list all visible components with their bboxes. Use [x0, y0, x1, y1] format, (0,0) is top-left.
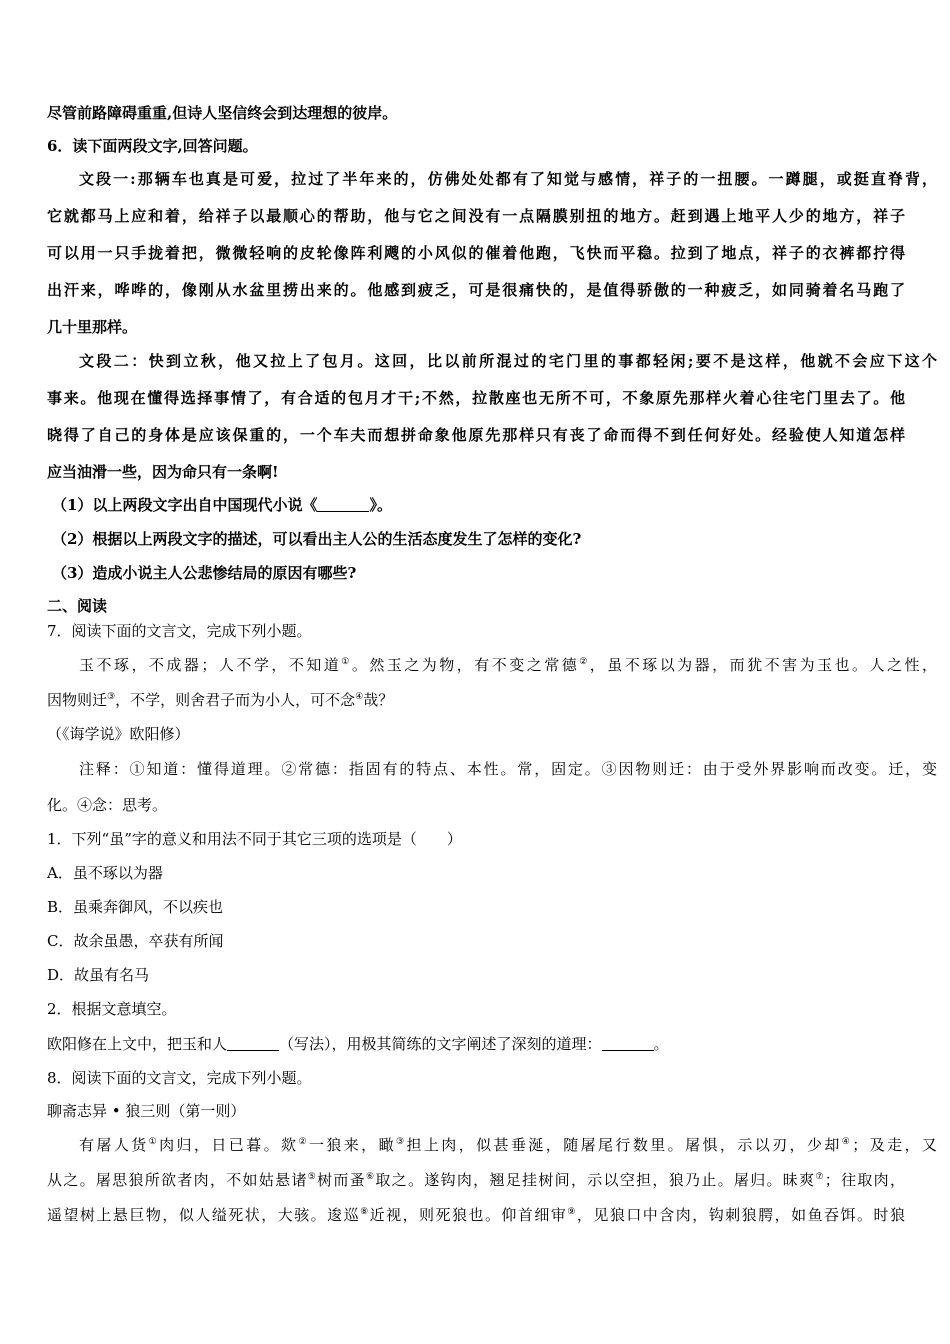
sub-question-1: 1．下列“虽”字的意义和用法不同于其它三项的选项是（ ） — [47, 830, 462, 848]
text-run: 玉不琢，不成器；人不学，不知道 — [79, 656, 342, 674]
annotation-line: 注释：①知道：懂得道理。②常德：指固有的特点、本性。常，固定。③因物则迁：由于受外界影响而改变。迁，变 — [79, 760, 937, 778]
text-run: （写法），用极其简练的文字阐述了深刻的道理： — [279, 1035, 602, 1053]
annotation-line: 化。④念：思考。 — [47, 796, 168, 814]
passage-1-line: 可以用一只手拢着把，微微轻响的皮轮像阵利飕的小风似的催着他跑，飞快而平稳。拉到了地点，祥子的衣裤都拧得 — [47, 244, 905, 262]
text-run: 肉归，日已暮。欻 — [159, 1136, 299, 1154]
option-d: D．故虽有名马 — [47, 966, 150, 984]
footnote-mark: ① — [341, 657, 352, 667]
answer-blank — [317, 497, 369, 512]
answer-blank — [602, 1036, 654, 1051]
footnote-mark: ② — [298, 1137, 309, 1147]
text-run: 欧阳修在上文中，把玉和人 — [47, 1035, 228, 1053]
question-8-title: 8．阅读下面的文言文，完成下列小题。 — [47, 1069, 312, 1087]
passage-1-line: 它就都马上应和着，给祥子以最顺心的帮助，他与它之间没有一点隔膜别扭的地方。赶到遇上地平人少的地方，祥子 — [47, 207, 905, 225]
classical-text-line — [47, 690, 907, 710]
text-line: 尽管前路障碍重重,但诗人坚信终会到达理想的彼岸。 — [47, 104, 398, 122]
classical-text-line — [47, 1170, 905, 1190]
footnote-mark: ⑦ — [815, 1172, 825, 1182]
option-c: C．故余虽愚，卒获有所闻 — [47, 932, 224, 950]
fill-blank-line — [47, 1034, 907, 1054]
text-run: 从之。屠思狼所欲者肉，不如姑悬诸 — [47, 1171, 308, 1189]
classical-text-line — [79, 1135, 937, 1155]
footnote-mark: ⑨ — [567, 1207, 577, 1217]
text-run: 树而蚤 — [317, 1171, 367, 1189]
text-run: 取之。遂钩肉，翘足挂树间，示以空担，狼乃止。屠归。昧爽 — [375, 1171, 816, 1189]
footnote-mark: ② — [579, 657, 590, 667]
passage-2-line: 文段二：快到立秋，他又拉上了包月。这回，比以前所混过的宅门里的事都轻闲;要不是这样，他就不会应下这个 — [79, 352, 937, 370]
sub-question-2: 2．根据文意填空。 — [47, 1000, 177, 1018]
text-run: 遥望树上悬巨物，似人缢死状，大骇。逡巡 — [47, 1206, 361, 1224]
footnote-mark: ④ — [355, 692, 364, 702]
source-citation: （《诲学说》欧阳修） — [47, 725, 190, 743]
sub-question-text: 》。 — [369, 496, 392, 514]
text-run: ，见狼口中含肉，钩刺狼腭，如鱼吞饵。时狼 — [576, 1206, 905, 1224]
option-b: B．虽乘奔御风，不以疾也 — [47, 898, 224, 916]
text-run: 哉？ — [363, 691, 394, 709]
answer-blank — [227, 1036, 279, 1051]
text-run: 。 — [653, 1035, 669, 1053]
text-run: 近视，则死狼也。仰首细审 — [369, 1206, 568, 1224]
footnote-mark: ③ — [396, 1137, 407, 1147]
classical-text-line — [79, 655, 937, 675]
text-run: ；往取肉， — [824, 1171, 905, 1189]
footnote-mark: ⑤ — [307, 1172, 318, 1182]
text-run: 因物则迁 — [47, 691, 108, 709]
sub-question-6-3: （3）造成小说主人公悲惨结局的原因有哪些? — [52, 564, 357, 582]
text-run: ，不学，则舍君子而为小人，可不念 — [115, 691, 356, 709]
passage-2-line: 晓得了自己的身体是应该保重的，一个车夫而想拼命象他原先那样只有丧了命而得不到任何好处。经验使人知道怎样 — [47, 426, 905, 444]
passage-1-line: 出汗来，哗哗的，像刚从水盆里捞出来的。他感到疲乏，可是很痛快的，是值得骄傲的一种疲乏，如同骑着名马跑了 — [47, 281, 905, 299]
footnote-mark: ⑥ — [366, 1172, 376, 1182]
question-7-title: 7．阅读下面的文言文，完成下列小题。 — [47, 622, 312, 640]
passage-1-line: 几十里那样。 — [47, 318, 138, 336]
footnote-mark: ③ — [107, 692, 116, 702]
classical-text-line — [47, 1205, 905, 1225]
text-run: 担上肉，似甚垂涎，随屠尾行数里。屠惧，示以刃，少却 — [406, 1136, 842, 1154]
text-run: 。然玉之为物，有不变之常德 — [351, 656, 580, 674]
passage-title: 聊斋志异 • 狼三则（第一则） — [47, 1102, 246, 1120]
question-6-title: 6．读下面两段文字,回答问题。 — [47, 137, 258, 155]
section-heading: 二、阅读 — [47, 597, 108, 615]
footnote-mark: ① — [148, 1137, 160, 1147]
footnote-mark: ⑧ — [360, 1207, 370, 1217]
footnote-mark: ④ — [841, 1137, 853, 1147]
text-run: 一狼来，瞰 — [308, 1136, 396, 1154]
sub-question-6-1 — [52, 495, 912, 515]
option-a: A．虽不琢以为器 — [47, 864, 163, 882]
sub-question-text: （1）以上两段文字出自中国现代小说《 — [52, 496, 318, 514]
text-run: 有屠人货 — [79, 1136, 149, 1154]
passage-2-line: 应当油滑一些，因为命只有一条啊! — [47, 463, 279, 481]
passage-2-line: 事来。他现在懂得选择事情了，有合适的包月才干;不然，拉散座也无所不可，不象原先那样火着心往宅门里去了。他 — [47, 389, 905, 407]
passage-1-line: 文段一:那辆车也真是可爱，拉过了半年来的，仿佛处处都有了知觉与感情，祥子的一扭腰。一蹲腿，或挺直脊背， — [79, 170, 937, 188]
sub-question-6-2: （2）根据以上两段文字的描述，可以看出主人公的生活态度发生了怎样的变化? — [52, 530, 582, 548]
text-run: ，虽不琢以为器，而犹不害为玉也。人之性， — [589, 656, 937, 674]
text-run: ；及走，又 — [852, 1136, 937, 1154]
